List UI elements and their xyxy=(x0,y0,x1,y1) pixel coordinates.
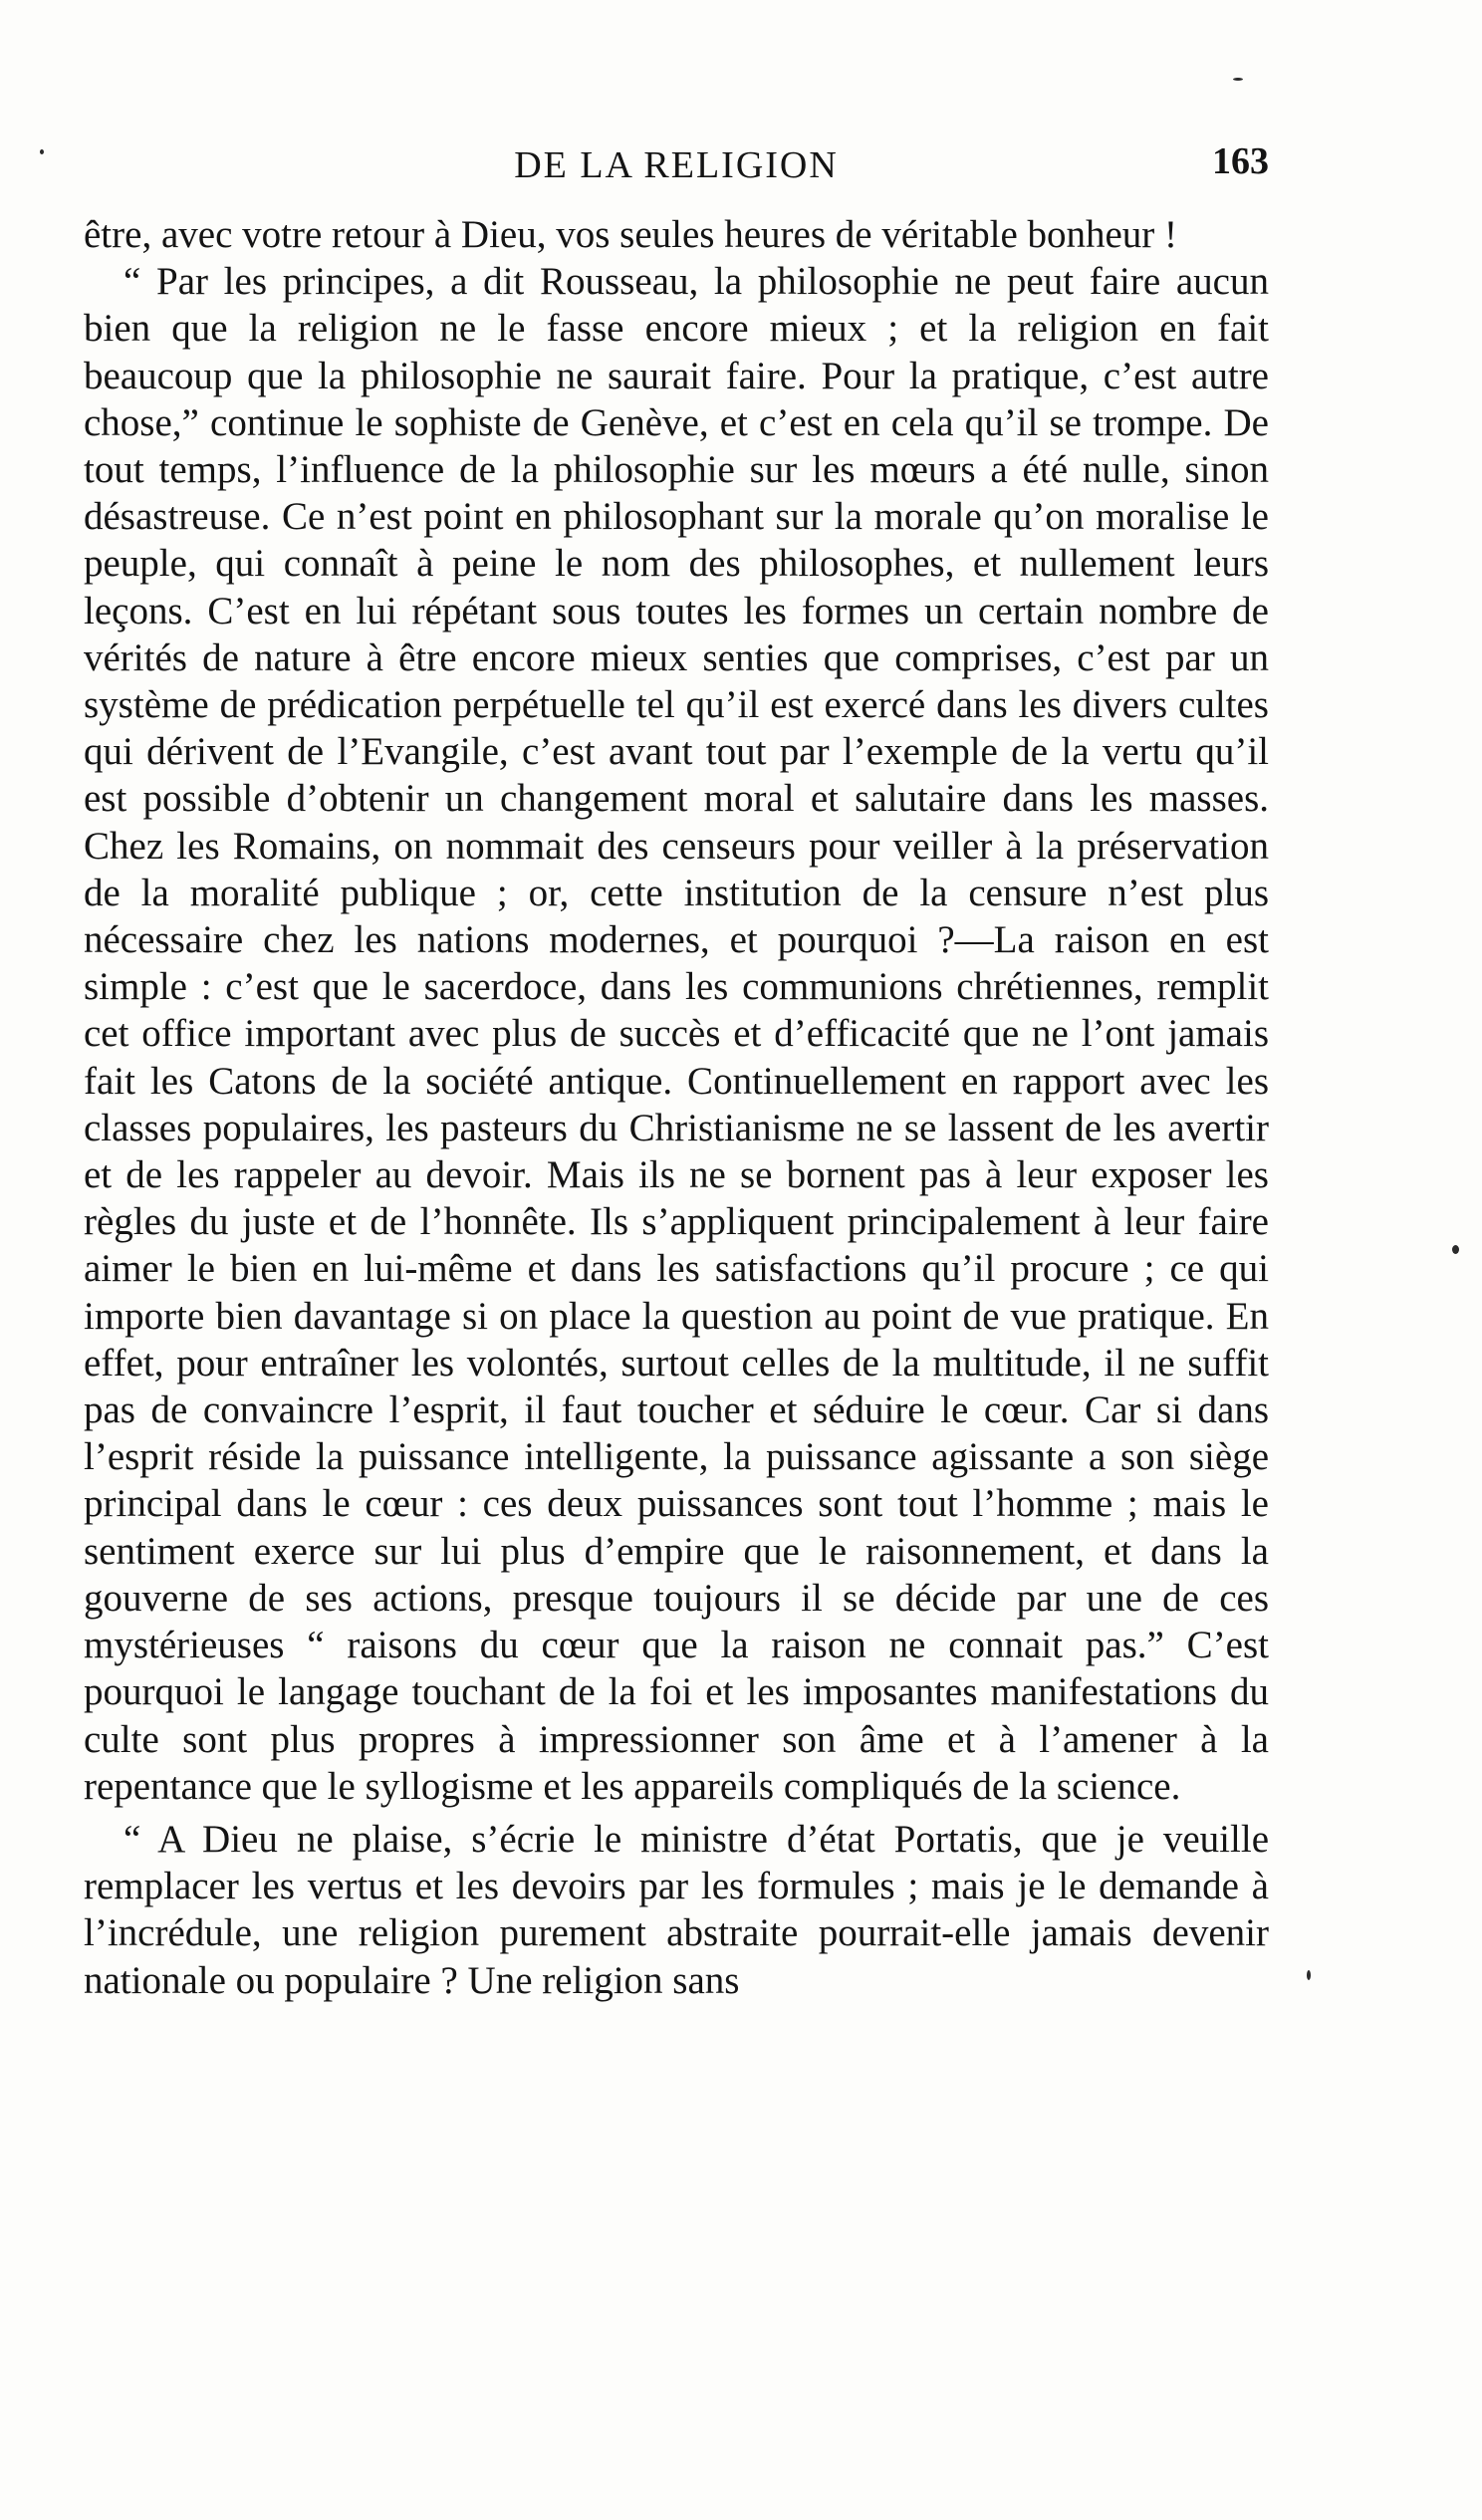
body-text xyxy=(84,211,1269,2004)
running-title: DE LA RELIGION xyxy=(514,144,839,186)
paragraph-continuation: être, avec votre retour à Dieu, vos seules heures de véritable bonheur ! xyxy=(84,213,1178,256)
page-header xyxy=(84,139,1269,199)
page-number: 163 xyxy=(1212,140,1269,182)
print-speck xyxy=(1307,1970,1311,1980)
paragraph-portalis-quote: “ A Dieu ne plaise, s’écrie le ministre d’état Portatis, que je veuille remplacer les vertus et les devoirs par les formules ; mais je le demande à l’incrédule, une religion purement abstraite pourrait-elle jamais devenir nationale ou populaire ? Une religion sans xyxy=(84,1817,1269,2002)
print-speck xyxy=(1452,1245,1459,1254)
print-speck xyxy=(1233,78,1243,81)
print-speck xyxy=(40,149,44,154)
paragraph-rousseau-quote: “ Par les principes, a dit Rousseau, la philosophie ne peut faire aucun bien que la religion ne le fasse encore mieux ; et la religion en fait beaucoup que la philosophie ne saurait faire. Pour la pratique, c’est autre chose,” continue le sophiste de Genève, et c’est en cela qu’il se trompe. De tout temps, l’influence de la philosophie sur les mœurs a été nulle, sinon désastreuse. Ce n’est point en philosophant sur la morale qu’on moralise le peuple, qui connaît à peine le nom des philosophes, et nullement leurs leçons. C’est en lui répétant sous toutes les formes un certain nombre de vérités de nature à être encore mieux senties que comprises, c’est par un système de prédication perpétuelle tel qu’il est exercé dans les divers cultes qui dérivent de l’Evangile, c’est avant tout par l’exemple de la vertu qu’il est possible d’obtenir un changement moral et salutaire dans les masses. Chez les Romains, on nommait des censeurs pour veiller à la préservation de la moralité publique ; or, cette institution de la censure n’est plus nécessaire chez les nations modernes, et pourquoi ?—La raison en est simple : c’est que le sacerdoce, dans les communions chrétiennes, remplit cet office important avec plus de succès et d’efficacité que ne l’ont jamais fait les Catons de la société antique. Continuellement en rapport avec les classes populaires, les pasteurs du Christianisme ne se lassent de les avertir et de les rappeler au devoir. Mais ils ne se bornent pas à leur exposer les règles du juste et de l’honnête. Ils s’appliquent principalement à leur faire aimer le bien en lui-même et dans les satisfactions qu’il procure ; ce qui importe bien davantage si on place la question au point de vue pratique. En effet, pour entraîner les volontés, surtout celles de la multitude, il ne suffit pas de convaincre l’esprit, il faut toucher et séduire le cœur. Car si dans l’esprit réside la puissance intelligente, la puissance agissante a son siège principal dans le cœur : ces deux puissances sont tout l’homme ; mais le sentiment exerce sur lui plus d’empire que le raisonnement, et dans la gouverne de ses actions, presque toujours il se décide par une de ces mystérieuses “ raisons du cœur que la raison ne connait pas.” C’est pourquoi le langage touchant de la foi et les imposantes manifestations du culte sont plus propres à impressionner son âme et à l’amener à la repentance que le syllogisme et les appareils compliqués de la science. xyxy=(84,260,1269,1808)
